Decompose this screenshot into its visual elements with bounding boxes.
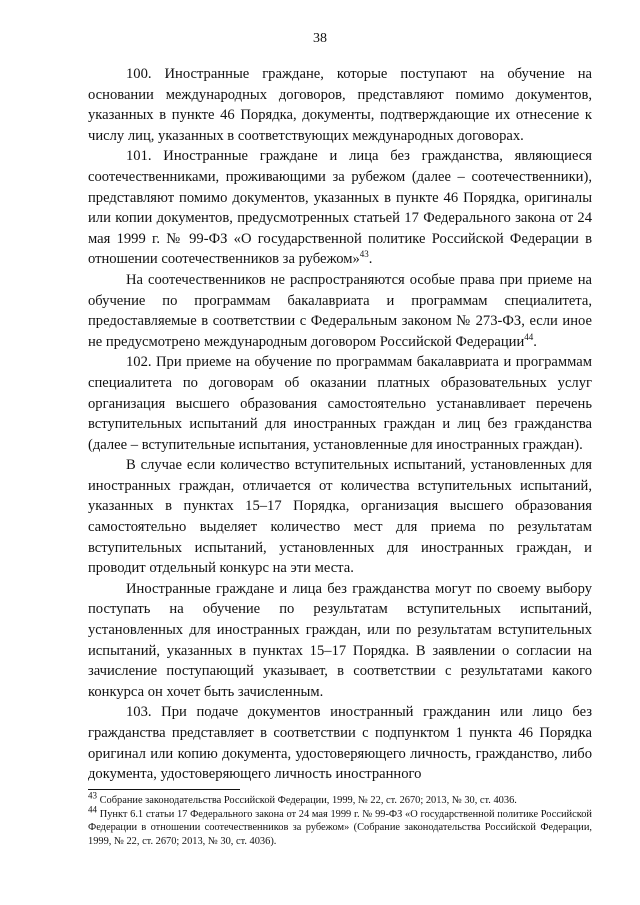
paragraph-text: 102. При приеме на обучение по программам бакалавриата и программам специалитета по договорам об оказании платных образовательных услуг организация высшего образования самостоятельно устанавливает перечень вступительных испытаний для иностранных граждан и лиц без гражданства (далее – вступительные испытания, установленные для иностранных граждан).: [88, 354, 592, 453]
page-number: 38: [313, 31, 327, 46]
document-body: [88, 64, 592, 785]
footnote-text: Пункт 6.1 статьи 17 Федерального закона от 24 мая 1999 г. № 99-ФЗ «О государственной политике Российской Федерации в отношении соотечественников за рубежом» (Собрание законодательства Российской Федерации, 1999, № 22, ст. 2670; 2013, № 30, ст. 4036).: [88, 808, 592, 847]
paragraph-tail: .: [533, 333, 537, 350]
paragraph-text: 100. Иностранные граждане, которые поступают на обучение на основании международных договоров, представляют помимо документов, указанных в пункте 46 Порядка, документы, подтверждающие их отнесение к числу лиц, указанных в соответствующих международных договорах.: [88, 66, 592, 144]
paragraph-102: [88, 352, 592, 455]
paragraph-text: На соотечественников не распространяются особые права при приеме на обучение по программам бакалавриата и программам специалитета, предоставляемые в соответствии с Федеральным законом № 273-ФЗ, если иное не предусмотрено международным договором Российской Федерации: [88, 271, 592, 350]
paragraph-text: Иностранные граждане и лица без гражданства могут по своему выбору поступать на обучение по результатам вступительных испытаний, установленных для иностранных граждан, или по результатам вступительных испытаний, указанных в пунктах 15–17 Порядка. В заявлении о согласии на зачисление поступающий указывает, в соответствии с результатами какого конкурса он хочет быть зачисленным.: [88, 580, 592, 700]
paragraph-tail: .: [368, 251, 373, 268]
footnotes: [88, 790, 592, 848]
footnote-text: Собрание законодательства Российской Федерации, 1999, № 22, ст. 2670; 2013, № 30, ст. 4036.: [97, 795, 517, 806]
paragraph-100: [88, 64, 592, 146]
footnote-43: [88, 790, 592, 808]
paragraph-text: 103. При подаче документов иностранный гражданин или лицо без гражданства представляет в соответствии с подпунктом 1 пункта 46 Порядка оригинал или копию документа, удостоверяющего личность, гражданство, либо документа, удостоверяющего личность иностранного: [88, 704, 592, 783]
paragraph-choice-of-exams: [88, 579, 592, 703]
footnote-divider: [88, 789, 240, 790]
footnote-ref-43[interactable]: 43: [359, 249, 369, 260]
paragraph-101: [88, 146, 592, 270]
paragraph-compatriots-rights: [88, 270, 592, 352]
paragraph-text: 101. Иностранные граждане и лица без гражданства, являющиеся соотечественниками, проживающими за рубежом (далее – соотечественники), представляют помимо документов, указанных в пункте 46 Порядка, оригиналы или копии документов, предусмотренных статьей 17 Федерального закона от 24 мая 1999 г. № 99-ФЗ «О государственной политике Российской Федерации в отношении соотечественников за рубежом»: [88, 148, 592, 268]
paragraph-separate-competition: [88, 455, 592, 579]
paragraph-text: В случае если количество вступительных испытаний, установленных для иностранных граждан, отличается от количества вступительных испытаний, указанных в пунктах 15–17 Порядка, организация высшего образования самостоятельно выделяет количество мест для приема по результатам вступительных испытаний, установленных для иностранных граждан, и проводит отдельный конкурс на эти места.: [88, 457, 592, 577]
footnote-mark: 44: [88, 804, 97, 815]
footnote-ref-44[interactable]: 44: [524, 331, 534, 342]
footnote-44: [88, 804, 592, 849]
paragraph-103: [88, 702, 592, 784]
footnote-mark: 43: [88, 790, 97, 801]
